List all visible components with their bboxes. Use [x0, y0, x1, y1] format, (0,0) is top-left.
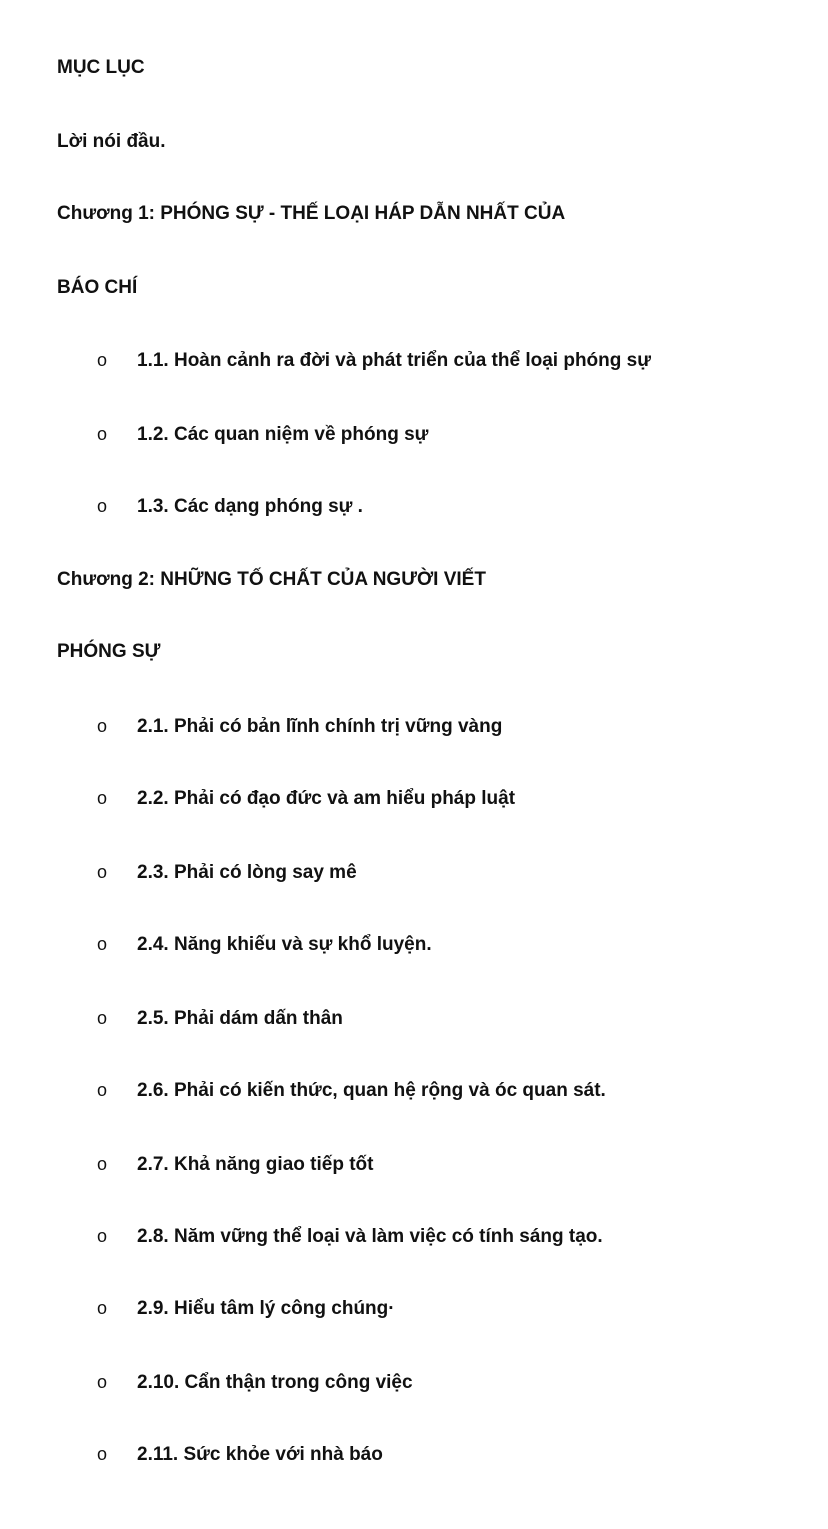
- toc-item-label: 1.1. Hoàn cảnh ra đời và phát triển của thể loại phóng sự: [137, 350, 651, 371]
- toc-item-2-5[interactable]: [97, 1006, 343, 1031]
- toc-item-label: 2.5. Phải dám dấn thân: [137, 1008, 343, 1029]
- bullet-icon: o: [97, 1444, 108, 1464]
- toc-item-label: 2.8. Năm vững thể loại và làm việc có tính sáng tạo.: [137, 1226, 603, 1247]
- toc-item-label: 2.3. Phải có lòng say mê: [137, 862, 357, 883]
- toc-preface-link[interactable]: Lời nói đầu.: [57, 131, 166, 152]
- chapter1-heading-line1[interactable]: Chương 1: PHÓNG SỰ - THẾ LOẠI HÁP DẪN NHẤT CỦA: [57, 203, 566, 224]
- toc-item-2-8[interactable]: [97, 1224, 603, 1249]
- bullet-icon: o: [97, 1298, 108, 1318]
- toc-item-2-4[interactable]: [97, 932, 432, 957]
- toc-item-2-9[interactable]: [97, 1296, 395, 1321]
- toc-item-label: 2.7. Khả năng giao tiếp tốt: [137, 1154, 374, 1175]
- toc-item-2-1[interactable]: [97, 714, 502, 739]
- toc-item-2-7[interactable]: [97, 1152, 373, 1177]
- toc-item-2-2[interactable]: [97, 786, 515, 811]
- toc-item-2-11[interactable]: [97, 1442, 383, 1467]
- bullet-icon: o: [97, 1008, 108, 1028]
- bullet-icon: o: [97, 788, 108, 808]
- toc-item-2-6[interactable]: [97, 1078, 606, 1103]
- toc-item-label: 1.2. Các quan niệm về phóng sự: [137, 424, 429, 445]
- toc-item-label: 1.3. Các dạng phóng sự .: [137, 496, 363, 517]
- toc-item-1-2[interactable]: [97, 422, 428, 447]
- toc-item-label: 2.9. Hiểu tâm lý công chúng·: [137, 1298, 395, 1319]
- bullet-icon: o: [97, 424, 108, 444]
- toc-item-label: 2.4. Năng khiếu và sự khổ luyện.: [137, 934, 432, 955]
- bullet-icon: o: [97, 1226, 108, 1246]
- bullet-icon: o: [97, 1080, 108, 1100]
- bullet-icon: o: [97, 716, 108, 736]
- bullet-icon: o: [97, 350, 108, 370]
- bullet-icon: o: [97, 1372, 108, 1392]
- chapter2-heading-line1[interactable]: Chương 2: NHỮNG TỐ CHẤT CỦA NGƯỜI VIẾT: [57, 569, 486, 590]
- chapter1-heading-line2[interactable]: BÁO CHÍ: [57, 277, 138, 298]
- toc-item-2-10[interactable]: [97, 1370, 413, 1395]
- toc-item-label: 2.2. Phải có đạo đức và am hiểu pháp luật: [137, 788, 516, 809]
- chapter2-heading-line2[interactable]: PHÓNG SỰ: [57, 641, 161, 662]
- bullet-icon: o: [97, 1154, 108, 1174]
- bullet-icon: o: [97, 934, 108, 954]
- toc-item-label: 2.1. Phải có bản lĩnh chính trị vững vàng: [137, 716, 503, 737]
- toc-title: MỤC LỤC: [57, 57, 145, 78]
- toc-item-2-3[interactable]: [97, 860, 357, 885]
- bullet-icon: o: [97, 496, 108, 516]
- toc-item-1-3[interactable]: [97, 494, 363, 519]
- toc-item-label: 2.6. Phải có kiến thức, quan hệ rộng và óc quan sát.: [137, 1080, 606, 1101]
- toc-item-label: 2.11. Sức khỏe với nhà báo: [137, 1444, 383, 1465]
- toc-item-label: 2.10. Cẩn thận trong công việc: [137, 1372, 413, 1393]
- toc-item-1-1[interactable]: [97, 348, 651, 373]
- bullet-icon: o: [97, 862, 108, 882]
